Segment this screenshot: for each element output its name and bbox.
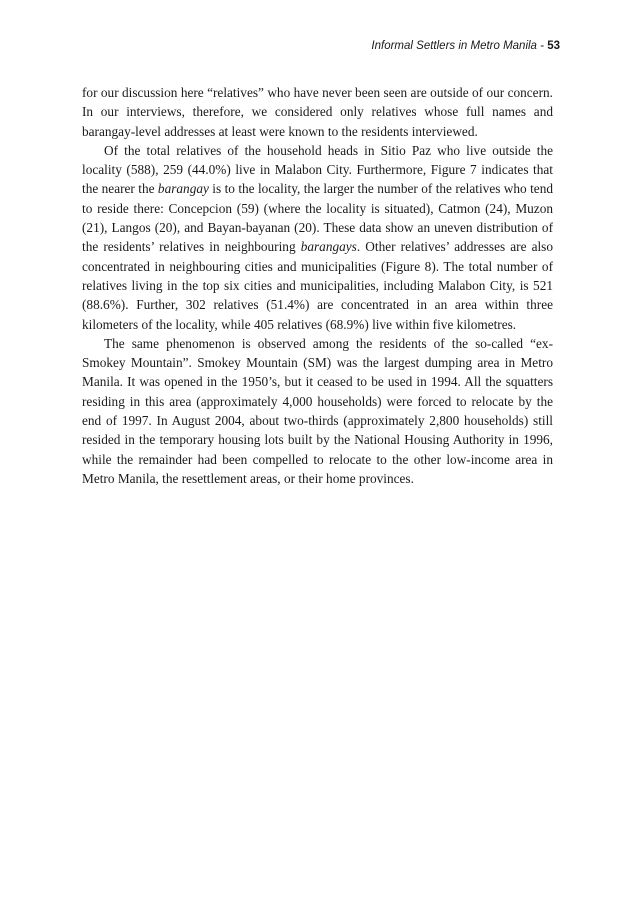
paragraph-2	[82, 141, 553, 334]
italic-term-barangays: barangays	[300, 239, 357, 255]
paragraph-3	[82, 334, 553, 488]
paragraph-2-text-c: . Other relatives’ addresses are also concentrated in neighbouring cities and municipalities (Figure 8). The total number of relatives living in the top six cities and municipalities, including Malabon City, is 521 (88.6%). Further, 302 relatives (51.4%) are concentrated in an area within three kilometers of the locality, while 405 relatives (68.9%) live within five kilometres.	[82, 239, 553, 332]
paragraph-1-text: for our discussion here “relatives” who have never been seen are outside of our concern. In our interviews, therefore, we considered only relatives whose full names and barangay-level addresses at least were known to the residents interviewed.	[82, 85, 553, 139]
body-text	[82, 83, 553, 488]
running-header	[371, 40, 560, 52]
page-number: 53	[547, 40, 560, 52]
paragraph-1	[82, 83, 553, 141]
paragraph-2-text-b: is to the locality, the larger the number of the relatives who tend to reside there: Concepcion (59) (where the locality is situated), Catmon (24), Muzon (21), Langos (20), and Bayan-bayanan (20). These data show an uneven distribution of the residents’ relatives in neighbouring	[82, 181, 554, 255]
paragraph-3-text: The same phenomenon is observed among the residents of the so-called “ex-Smokey Mountain”. Smokey Mountain (SM) was the largest dumping area in Metro Manila. It was opened in the 1950’s, but it ceased to be used in 1994. All the squatters residing in this area (approximately 4,000 households) were forced to relocate by the end of 1997. In August 2004, about two-thirds (approximately 2,800 households) still resided in the temporary housing lots built by the National Housing Authority in 1996, while the remainder had been compelled to relocate to the other low-income area in Metro Manila, the resettlement areas, or their home provinces.	[82, 335, 553, 486]
running-title: Informal Settlers in Metro Manila	[371, 40, 537, 52]
paragraph-2-text-a: Of the total relatives of the household heads in Sitio Paz who live outside the locality (588), 259 (44.0%) live in Malabon City. Furthermore, Figure 7 indicates that the nearer the	[82, 142, 553, 197]
italic-term-barangay: barangay	[157, 181, 209, 197]
header-separator: -	[536, 40, 548, 52]
